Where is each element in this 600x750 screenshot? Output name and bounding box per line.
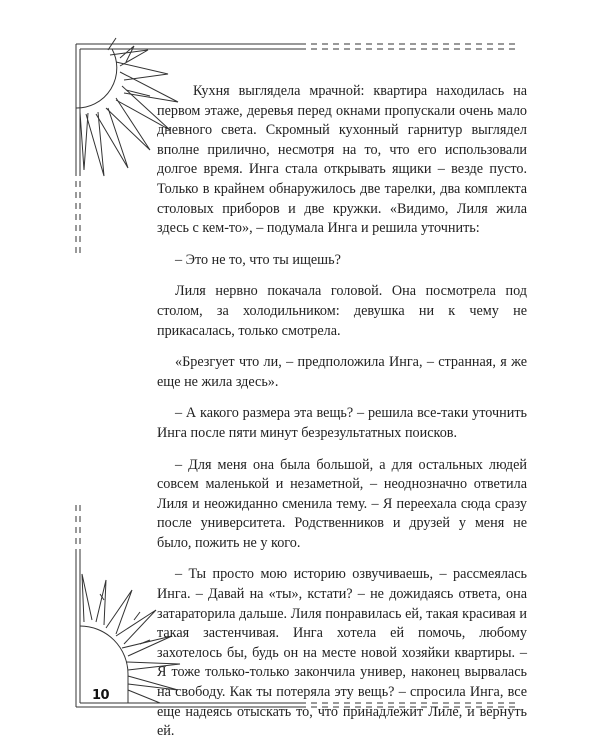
top-ray <box>86 112 104 176</box>
top-ray <box>116 62 168 80</box>
paragraph: – Ты просто мою историю озвучиваешь, – рассмеялась Инга. – Давай на «ты», кстати? – не дожидаясь ответа, она затараторила дальше. Лиля понравилась ей, такая красивая и такая застенчивая. Инга хотела ей помочь, любому захотелось бы, будь он на месте новой хозяйки квартиры. – Я тоже только-только закончила универ, наконец вырвалась на свободу. Как ты потеряла эту вещь? – спросила Инга, все еще надеясь отыскать то, что принадлежит Лиле, и вернуть ей. <box>157 566 527 740</box>
bottom-ray <box>96 580 106 625</box>
bottom-ray <box>116 610 156 644</box>
bottom-ray <box>106 590 132 634</box>
paragraph: – Для меня она была большой, а для остальных людей совсем маленькой и незаметной, – неоднозначно ответила Лиля и неожиданно сменила тему. – Я переехала сюда сразу после университета. Родственников и друзей у меня не было, пожить не у кого. <box>157 456 527 551</box>
bottom-ray-short <box>128 690 160 703</box>
paragraph: Лиля нервно покачала головой. Она посмотрела под столом, за холодильником: девушка ни к чему не прикасалась, только смотрела. <box>157 283 527 339</box>
bottom-ray <box>82 574 92 622</box>
paragraph: – Это не то, что ты ищешь? <box>175 251 341 268</box>
top-sun-arc <box>76 49 117 108</box>
paragraph: «Брезгует что ли, – предположила Инга, – странная, я же еще не жила здесь». <box>157 354 527 390</box>
bottom-ray-short <box>134 612 140 620</box>
paragraph: Кухня выглядела мрачной: квартира находилась на первом этаже, деревья перед окнами пропускали очень мало дневного света. Скромный кухонный гарнитур выглядел вполне прилично, несмотря на то, что его использовали долгое время. Инга стала открывать ящики – везде пусто. Только в крайнем обнаружилось две тарелки, два комплекта столовых приборов и две кружки. «Видимо, Лиля жила здесь с кем-то», – подумала Инга и решила уточнить: <box>157 83 527 237</box>
top-ray <box>80 112 88 170</box>
paragraph: – А какого размера эта вещь? – решила все-таки уточнить Инга после пяти минут безрезультатных поисков. <box>157 405 527 441</box>
body-text <box>157 82 527 750</box>
page-number: 10 <box>92 688 110 703</box>
